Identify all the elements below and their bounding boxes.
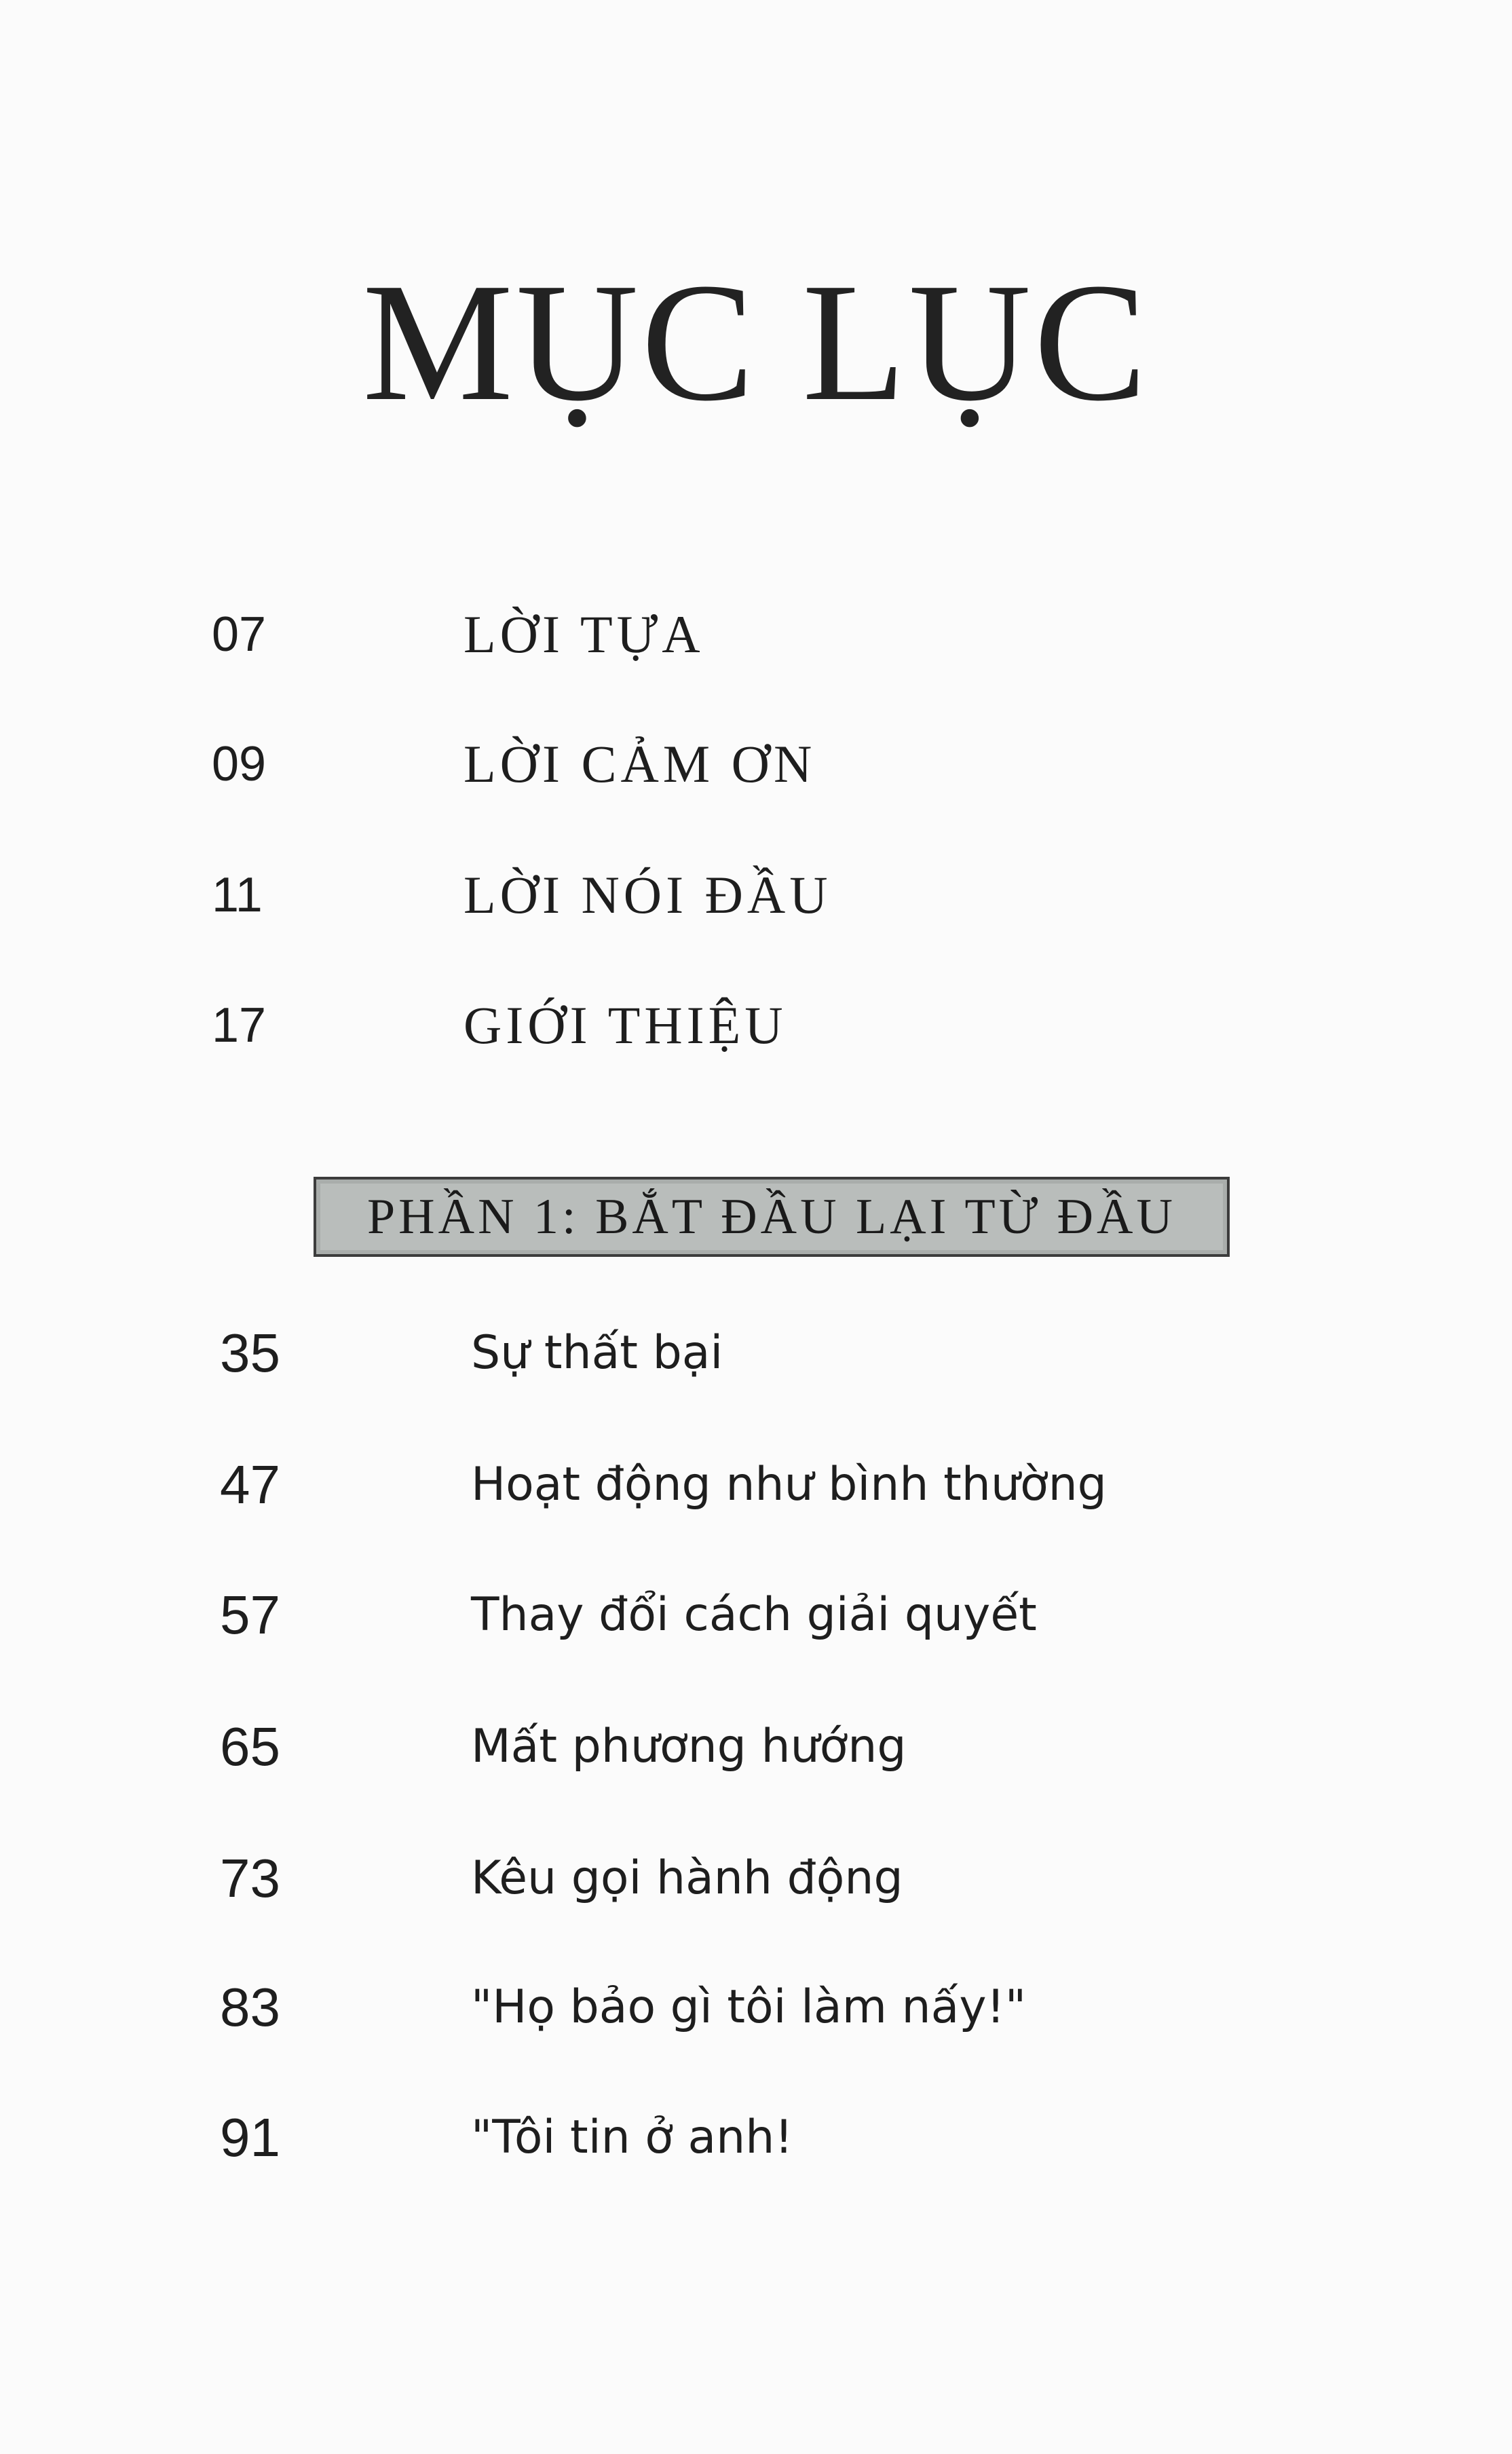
toc-entry-preface[interactable] bbox=[0, 594, 1512, 675]
entry-title: LỜI CẢM ƠN bbox=[464, 734, 816, 793]
toc-entry-chapter[interactable] bbox=[0, 1706, 1512, 1788]
page-number: 57 bbox=[220, 1585, 280, 1645]
toc-entry-acknowledgements[interactable] bbox=[0, 723, 1512, 805]
toc-entry-introduction[interactable] bbox=[0, 985, 1512, 1066]
page-number: 09 bbox=[212, 737, 267, 791]
page-title: MỤC LỤC bbox=[362, 248, 1150, 436]
entry-title: Sự thất bại bbox=[471, 1326, 723, 1380]
page-number: 11 bbox=[212, 868, 263, 922]
entry-title: LỜI NÓI ĐẦU bbox=[464, 865, 832, 924]
page-number: 91 bbox=[220, 2107, 280, 2168]
page-number: 35 bbox=[220, 1323, 280, 1383]
toc-entry-chapter[interactable] bbox=[0, 1967, 1512, 2048]
page-number: 73 bbox=[220, 1848, 280, 1908]
entry-title: "Tôi tin ở anh! bbox=[471, 2111, 793, 2164]
entry-title: GIỚI THIỆU bbox=[464, 996, 787, 1055]
entry-title: Thay đổi cách giải quyết bbox=[471, 1588, 1037, 1642]
toc-entry-chapter[interactable] bbox=[0, 1574, 1512, 1656]
entry-title: "Họ bảo gì tôi làm nấy!" bbox=[471, 1980, 1027, 2034]
page-number: 47 bbox=[220, 1454, 280, 1515]
toc-entry-chapter[interactable] bbox=[0, 1838, 1512, 1919]
entry-title: Kêu gọi hành động bbox=[471, 1851, 903, 1905]
page-number: 65 bbox=[220, 1716, 280, 1777]
toc-entry-chapter[interactable] bbox=[0, 2097, 1512, 2178]
part-heading-banner bbox=[314, 1177, 1230, 1257]
page-number: 07 bbox=[212, 607, 267, 662]
part-heading: PHẦN 1: BẮT ĐẦU LẠI TỪ ĐẦU bbox=[367, 1189, 1176, 1245]
entry-title: Mất phương hướng bbox=[471, 1720, 907, 1773]
toc-entry-chapter[interactable] bbox=[0, 1444, 1512, 1526]
entry-title: LỜI TỰA bbox=[464, 605, 704, 664]
page-number: 17 bbox=[212, 998, 267, 1053]
toc-entry-foreword[interactable] bbox=[0, 854, 1512, 936]
toc-entry-chapter[interactable] bbox=[0, 1313, 1512, 1394]
page-number: 83 bbox=[220, 1977, 280, 2037]
entry-title: Hoạt động như bình thường bbox=[471, 1458, 1107, 1511]
